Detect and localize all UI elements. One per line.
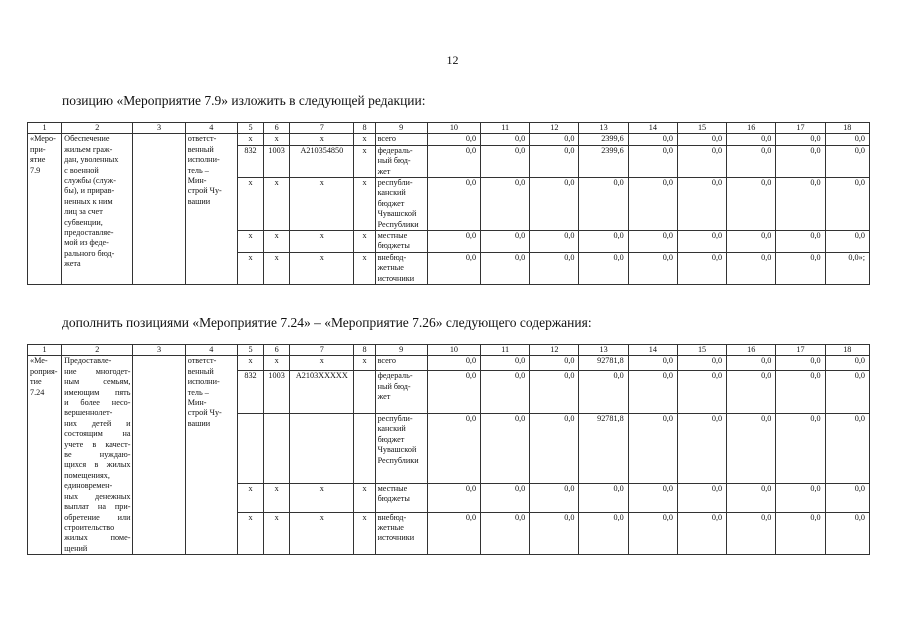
value-cell: 0,0 [427, 356, 480, 371]
value-cell: 2399,6 [579, 134, 628, 145]
cell-line: лиц за счет [64, 207, 103, 217]
cell-line: щений [64, 543, 88, 553]
cell-line: ных денежных [64, 491, 131, 501]
cell-line: мой из феде- [64, 238, 109, 248]
executor-cell [185, 134, 237, 285]
value-cell: 0,0 [825, 512, 869, 555]
table-row [28, 134, 870, 145]
column-number: 9 [375, 123, 427, 134]
intro-paragraph-2: дополнить позициями «Мероприятие 7.24» – «Мероприятие 7.26» следующего содержания: [62, 315, 592, 330]
cell-line: службы (служ- [64, 176, 116, 186]
cell-line: бюджеты [377, 241, 410, 251]
cell-line: федераль- [377, 371, 413, 381]
target-article-cell: x [290, 356, 354, 371]
value-cell: 0,0 [825, 231, 869, 253]
cell-line: внебюд- [377, 252, 407, 262]
value-cell: 2399,6 [579, 145, 628, 177]
table-body [28, 345, 870, 555]
cell-line: роприя- [30, 366, 58, 376]
value-cell: 0,0 [727, 512, 776, 555]
code-cell: x [237, 483, 263, 512]
value-cell: 0,0 [427, 512, 480, 555]
column-number: 17 [776, 345, 825, 356]
cell-line: 7.9 [30, 165, 41, 175]
empty-cell [133, 134, 185, 285]
cell-line: единовремен- [64, 481, 113, 491]
value-cell: 0,0 [677, 134, 726, 145]
cell-line: канский [377, 188, 406, 198]
code-cell: x [237, 178, 263, 231]
column-number: 11 [481, 123, 530, 134]
cell-line: помещениях, [64, 470, 110, 480]
column-number: 2 [62, 345, 133, 356]
expense-type-cell: x [354, 356, 375, 371]
value-cell: 0,0 [530, 483, 579, 512]
column-number: 14 [628, 123, 677, 134]
value-cell: 0,0 [481, 231, 530, 253]
column-number: 13 [579, 123, 628, 134]
value-cell: 0,0 [481, 483, 530, 512]
value-cell: 0,0 [727, 178, 776, 231]
expense-type-cell [354, 413, 375, 483]
section-cell: x [264, 178, 290, 231]
cell-line: ние многодет- [64, 366, 131, 376]
table-row [28, 356, 870, 371]
code-cell: x [237, 231, 263, 253]
column-number: 16 [727, 345, 776, 356]
column-number: 9 [375, 345, 427, 356]
value-cell: 0,0 [427, 178, 480, 231]
target-article-cell: x [290, 483, 354, 512]
value-cell: 92781,8 [579, 413, 628, 483]
value-cell: 0,0 [677, 252, 726, 284]
value-cell: 0,0 [481, 512, 530, 555]
value-cell: 0,0 [530, 371, 579, 413]
cell-line: внебюд- [377, 512, 407, 522]
cell-line: жильем граж- [64, 144, 113, 154]
value-cell: 0,0 [727, 413, 776, 483]
value-cell: 0,0 [628, 252, 677, 284]
value-cell: 0,0 [776, 512, 825, 555]
cell-line: бюджет [377, 198, 405, 208]
value-cell: 0,0 [481, 134, 530, 145]
value-cell: 0,0 [427, 145, 480, 177]
cell-line: ным семьям, [64, 377, 131, 387]
column-number: 14 [628, 345, 677, 356]
value-cell: 0,0 [776, 134, 825, 145]
value-cell: 0,0 [628, 178, 677, 231]
cell-line: строй Чу- [187, 186, 222, 196]
page-number: 12 [446, 53, 459, 67]
value-cell: 0,0 [530, 512, 579, 555]
cell-line: Мин- [187, 398, 207, 408]
cell-line: них детей и [64, 418, 131, 428]
funding-source-cell [375, 356, 427, 371]
column-number: 4 [185, 123, 237, 134]
value-cell: 0,0 [530, 178, 579, 231]
executor-cell [185, 356, 237, 555]
value-cell: 0,0 [530, 134, 579, 145]
value-cell: 0,0 [530, 231, 579, 253]
cell-line: жет [377, 392, 391, 402]
cell-line: ответст- [187, 356, 217, 366]
funding-source-cell [375, 371, 427, 413]
value-cell: 0,0 [677, 512, 726, 555]
column-number: 18 [825, 123, 869, 134]
value-cell: 0,0 [628, 145, 677, 177]
value-cell: 0,0 [776, 231, 825, 253]
measure-number-cell [28, 134, 62, 285]
cell-line: жилых поме- [64, 533, 131, 543]
cell-line: обретение или [64, 512, 131, 522]
value-cell: 0,0 [776, 356, 825, 371]
cell-line: республи- [377, 178, 413, 188]
value-cell: 0,0 [427, 371, 480, 413]
target-article-cell: A2103XXXXX [290, 371, 354, 413]
cell-line: вашии [187, 418, 211, 428]
value-cell: 0,0 [825, 178, 869, 231]
expense-type-cell: x [354, 252, 375, 284]
target-article-cell: A210354850 [290, 145, 354, 177]
column-number: 10 [427, 345, 480, 356]
column-number: 11 [481, 345, 530, 356]
cell-line: Чувашской [377, 445, 417, 455]
value-cell: 0,0 [481, 252, 530, 284]
value-cell: 0,0 [776, 252, 825, 284]
table-measure-7-24 [27, 344, 870, 555]
cell-line: местные [377, 231, 408, 241]
cell-line: бюджет [377, 434, 405, 444]
cell-line: имеющим пять [64, 387, 131, 397]
target-article-cell: x [290, 231, 354, 253]
cell-line: тель – [187, 165, 209, 175]
value-cell: 0,0 [628, 134, 677, 145]
cell-line: ненных к ним [64, 196, 113, 206]
code-cell: 832 [237, 145, 263, 177]
measure-number-cell [28, 356, 62, 555]
column-number: 3 [133, 123, 185, 134]
target-article-cell: x [290, 178, 354, 231]
value-cell: 0,0 [727, 356, 776, 371]
value-cell: 0,0 [727, 145, 776, 177]
cell-line: исполни- [187, 377, 220, 387]
value-cell: 0,0 [427, 231, 480, 253]
value-cell: 0,0 [530, 145, 579, 177]
value-cell: 0,0 [628, 356, 677, 371]
value-cell: 0,0»; [825, 252, 869, 284]
cell-line: вашии [187, 196, 211, 206]
value-cell: 0,0 [776, 483, 825, 512]
cell-line: ответст- [187, 134, 217, 144]
intro-paragraph-1: позицию «Мероприятие 7.9» изложить в следующей редакции: [62, 93, 426, 108]
column-number: 17 [776, 123, 825, 134]
value-cell: 0,0 [427, 483, 480, 512]
cell-line: Предоставле- [64, 356, 112, 366]
column-number: 15 [677, 345, 726, 356]
value-cell: 0,0 [579, 178, 628, 231]
cell-line: жет [377, 166, 391, 176]
value-cell: 0,0 [427, 252, 480, 284]
cell-line: «Меро- [30, 134, 56, 144]
code-cell: x [237, 512, 263, 555]
expense-type-cell: x [354, 512, 375, 555]
column-number: 12 [530, 345, 579, 356]
value-cell: 0,0 [628, 483, 677, 512]
value-cell: 0,0 [727, 231, 776, 253]
section-cell: x [264, 134, 290, 145]
code-cell: 832 [237, 371, 263, 413]
value-cell: 92781,8 [579, 356, 628, 371]
value-cell: 0,0 [628, 413, 677, 483]
target-article-cell: x [290, 512, 354, 555]
section-cell [264, 413, 290, 483]
value-cell: 0,0 [579, 231, 628, 253]
cell-line: республи- [377, 413, 413, 423]
column-number: 8 [354, 345, 375, 356]
cell-line: ный бюд- [377, 381, 411, 391]
column-number: 8 [354, 123, 375, 134]
value-cell: 0,0 [481, 371, 530, 413]
code-cell: x [237, 134, 263, 145]
value-cell: 0,0 [579, 252, 628, 284]
value-cell: 0,0 [727, 371, 776, 413]
column-number: 4 [185, 345, 237, 356]
cell-line: при- [30, 144, 46, 154]
column-number: 2 [62, 123, 133, 134]
value-cell: 0,0 [677, 178, 726, 231]
empty-cell [133, 356, 185, 555]
value-cell: 0,0 [825, 134, 869, 145]
expense-type-cell [354, 371, 375, 413]
value-cell: 0,0 [776, 413, 825, 483]
section-cell: 1003 [264, 371, 290, 413]
value-cell: 0,0 [481, 413, 530, 483]
value-cell: 0,0 [579, 512, 628, 555]
cell-line: Республики [377, 455, 419, 465]
value-cell: 0,0 [825, 483, 869, 512]
code-cell: x [237, 356, 263, 371]
column-number: 6 [264, 123, 290, 134]
value-cell: 0,0 [677, 231, 726, 253]
expense-type-cell: x [354, 178, 375, 231]
cell-line: субвенции, [64, 217, 103, 227]
column-number: 3 [133, 345, 185, 356]
funding-source-cell [375, 145, 427, 177]
cell-line: жетные [377, 263, 404, 273]
column-number: 1 [28, 123, 62, 134]
value-cell: 0,0 [530, 356, 579, 371]
value-cell: 0,0 [481, 178, 530, 231]
cell-line: венный [187, 366, 214, 376]
cell-line: строительство [64, 522, 115, 532]
column-number: 7 [290, 345, 354, 356]
column-number: 18 [825, 345, 869, 356]
cell-line: канский [377, 424, 406, 434]
value-cell: 0,0 [776, 145, 825, 177]
cell-line: тель – [187, 387, 209, 397]
expense-type-cell: x [354, 145, 375, 177]
cell-line: федераль- [377, 145, 413, 155]
column-number: 5 [237, 345, 263, 356]
funding-source-cell [375, 483, 427, 512]
cell-line: жета [64, 259, 81, 269]
cell-line: венный [187, 144, 214, 154]
column-number: 1 [28, 345, 62, 356]
target-article-cell: x [290, 134, 354, 145]
value-cell: 0,0 [776, 178, 825, 231]
section-cell: x [264, 356, 290, 371]
value-cell: 0,0 [530, 252, 579, 284]
cell-line: ный бюд- [377, 156, 411, 166]
cell-line: бы), и прирав- [64, 186, 115, 196]
section-cell: x [264, 252, 290, 284]
cell-line: источники [377, 273, 415, 283]
funding-source-cell [375, 134, 427, 145]
code-cell: x [237, 252, 263, 284]
cell-line: «Ме- [30, 356, 48, 366]
cell-line: выплат на при- [64, 502, 131, 512]
cell-line: всего [377, 356, 396, 366]
value-cell: 0,0 [825, 356, 869, 371]
table-measure-7-9 [27, 122, 870, 285]
cell-line: 7.24 [30, 387, 45, 397]
cell-line: предоставляе- [64, 228, 114, 238]
measure-name-cell [62, 134, 133, 285]
column-number: 15 [677, 123, 726, 134]
column-number: 10 [427, 123, 480, 134]
cell-line: состоящим на [64, 429, 131, 439]
value-cell: 0,0 [677, 356, 726, 371]
value-cell: 0,0 [530, 413, 579, 483]
value-cell: 0,0 [825, 413, 869, 483]
cell-line: жетные [377, 523, 404, 532]
value-cell: 0,0 [727, 252, 776, 284]
funding-source-cell [375, 252, 427, 284]
value-cell: 0,0 [579, 483, 628, 512]
cell-line: ятие [30, 155, 46, 165]
column-number: 13 [579, 345, 628, 356]
section-cell: x [264, 512, 290, 555]
value-cell: 0,0 [825, 371, 869, 413]
cell-line: Мин- [187, 176, 207, 186]
value-cell: 0,0 [677, 413, 726, 483]
value-cell: 0,0 [677, 145, 726, 177]
funding-source-cell [375, 413, 427, 483]
value-cell: 0,0 [727, 483, 776, 512]
cell-line: исполни- [187, 155, 220, 165]
value-cell: 0,0 [628, 231, 677, 253]
cell-line: Чувашской [377, 209, 417, 219]
cell-line: учете в качест- [64, 439, 131, 449]
cell-line: ве нуждаю- [64, 450, 131, 460]
cell-line: бюджеты [377, 494, 410, 504]
funding-source-cell [375, 231, 427, 253]
cell-line: и более несо- [64, 398, 131, 408]
value-cell: 0,0 [481, 145, 530, 177]
section-cell: x [264, 231, 290, 253]
column-number-row [28, 123, 870, 134]
expense-type-cell: x [354, 483, 375, 512]
column-number: 12 [530, 123, 579, 134]
code-cell [237, 413, 263, 483]
value-cell: 0,0 [628, 512, 677, 555]
cell-line: Республики [377, 219, 419, 229]
cell-line: вершеннолет- [64, 408, 113, 418]
table-body [28, 123, 870, 285]
value-cell: 0,0 [481, 356, 530, 371]
cell-line: источники [377, 533, 415, 543]
cell-line: рального бюд- [64, 248, 115, 258]
cell-line: тие [30, 377, 42, 387]
value-cell: 0,0 [579, 371, 628, 413]
value-cell: 0,0 [776, 371, 825, 413]
expense-type-cell: x [354, 134, 375, 145]
cell-line: дан, уволенных [64, 155, 119, 165]
column-number: 5 [237, 123, 263, 134]
column-number: 7 [290, 123, 354, 134]
cell-line: строй Чу- [187, 408, 222, 418]
funding-source-cell [375, 178, 427, 231]
cell-line: Обеспечение [64, 134, 110, 144]
column-number-row [28, 345, 870, 356]
cell-line: с военной [64, 165, 99, 175]
value-cell: 0,0 [427, 134, 480, 145]
target-article-cell [290, 413, 354, 483]
funding-source-cell [375, 512, 427, 555]
value-cell: 0,0 [727, 134, 776, 145]
value-cell: 0,0 [427, 413, 480, 483]
cell-line: всего [377, 134, 396, 144]
column-number: 6 [264, 345, 290, 356]
value-cell: 0,0 [825, 145, 869, 177]
value-cell: 0,0 [677, 483, 726, 512]
expense-type-cell: x [354, 231, 375, 253]
section-cell: 1003 [264, 145, 290, 177]
section-cell: x [264, 483, 290, 512]
column-number: 16 [727, 123, 776, 134]
value-cell: 0,0 [677, 371, 726, 413]
measure-name-cell [62, 356, 133, 555]
value-cell: 0,0 [628, 371, 677, 413]
cell-line: местные [377, 483, 408, 493]
cell-line: щихся в жилых [64, 460, 131, 470]
target-article-cell: x [290, 252, 354, 284]
